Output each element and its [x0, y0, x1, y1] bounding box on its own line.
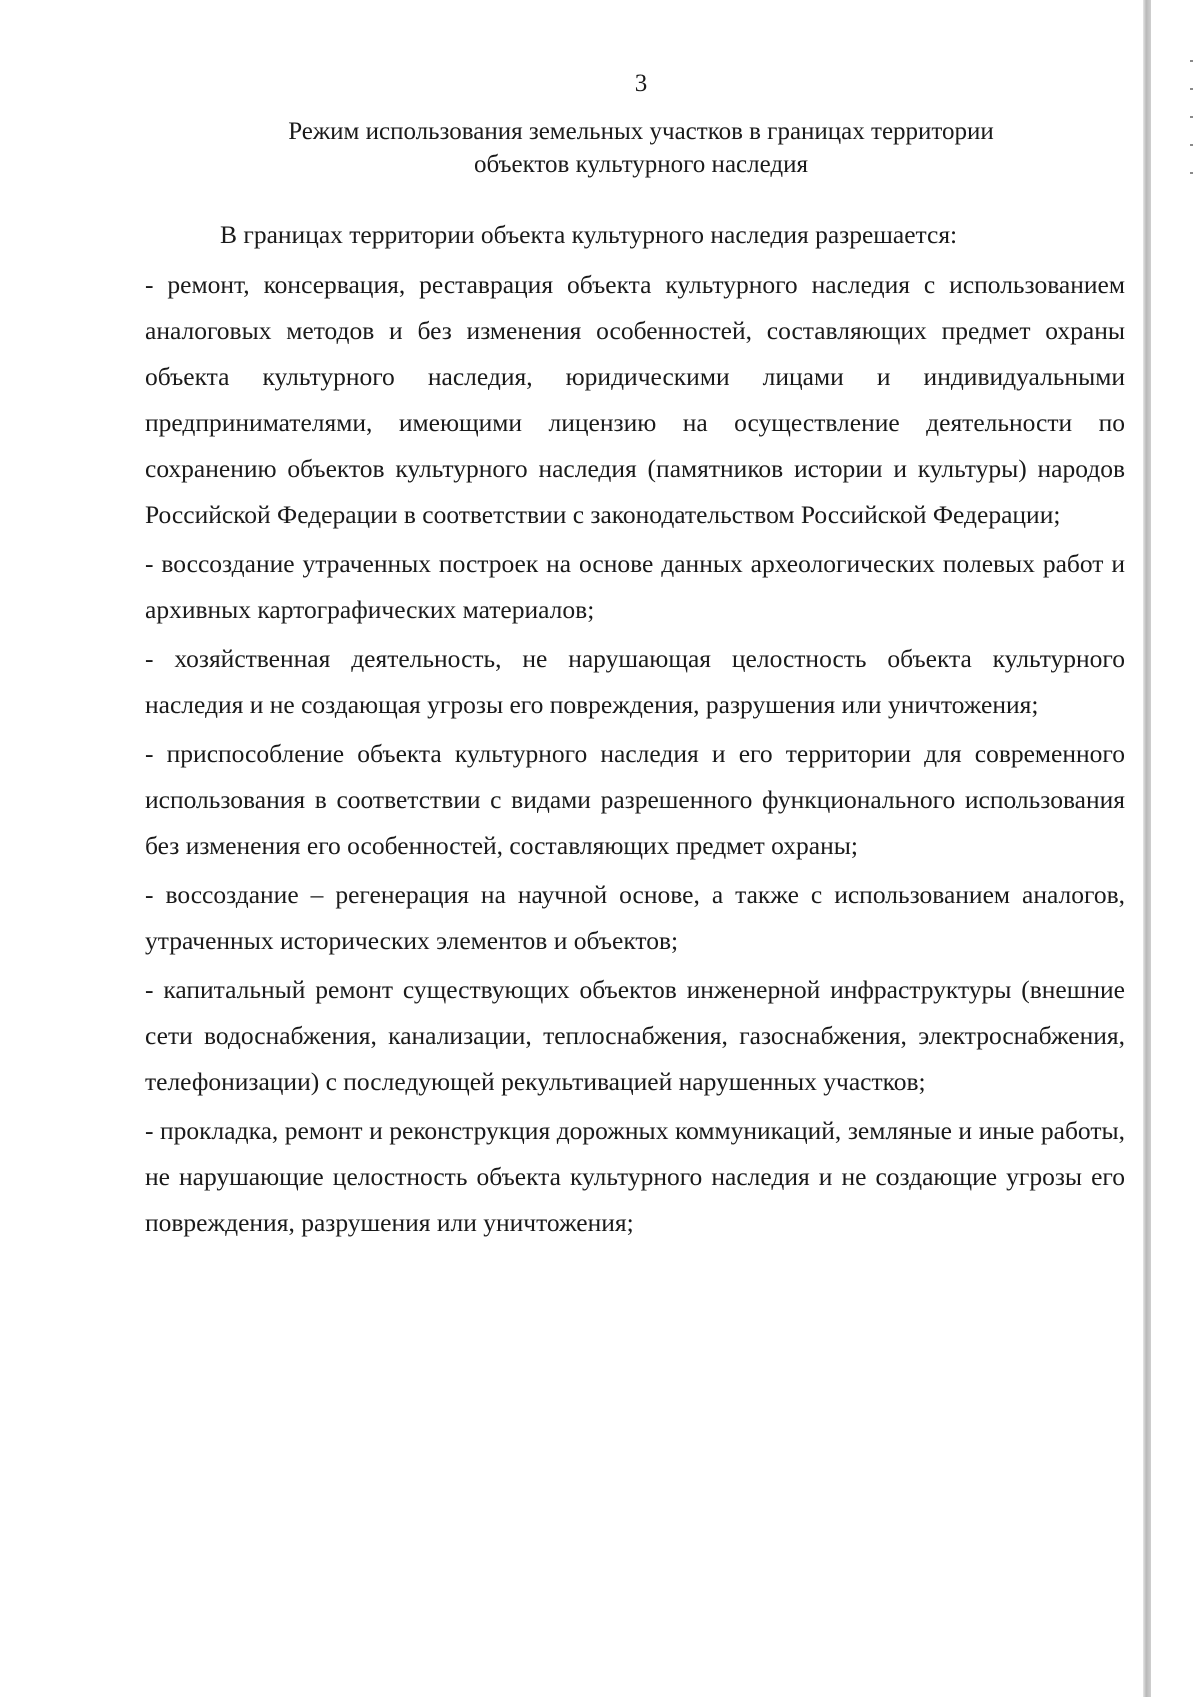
list-item: - капитальный ремонт существующих объектов инженерной инфраструктуры (внешние сети водоснабжения, канализации, теплоснабжения, газоснабжения, электроснабжения, телефонизации) с последующей рекультивацией нарушенных участков; — [145, 975, 1125, 1096]
list-item: - воссоздание – регенерация на научной основе, а также с использованием аналогов, утраченных исторических элементов и объектов; — [145, 880, 1125, 955]
list-item: - прокладка, ремонт и реконструкция дорожных коммуникаций, земляные и иные работы, не нарушающие целостность объекта культурного наследия и не создающие угрозы его повреждения, разрушения или уничтожения; — [145, 1116, 1125, 1237]
page-edge-shadow — [1143, 0, 1151, 1697]
heading-line-1: Режим использования земельных участков в границах территории — [288, 118, 994, 145]
document-body — [145, 212, 1125, 1249]
heading-line-2: объектов культурного наследия — [474, 151, 808, 178]
intro-paragraph: В границах территории объекта культурного наследия разрешается: — [220, 220, 958, 249]
list-item: - воссоздание утраченных построек на основе данных археологических полевых работ и архивных картографических материалов; — [145, 549, 1125, 624]
page-margin — [1151, 0, 1200, 1697]
list-item: - приспособление объекта культурного наследия и его территории для современного использования в соответствии с видами разрешенного функционального использования без изменения его особенностей, составляющих предмет охраны; — [145, 739, 1125, 860]
page-number: 3 — [634, 70, 648, 97]
list-item: - хозяйственная деятельность, не нарушающая целостность объекта культурного наследия и не создающая угрозы его повреждения, разрушения или уничтожения; — [145, 644, 1125, 719]
list-item: - ремонт, консервация, реставрация объекта культурного наследия с использованием аналоговых методов и без изменения особенностей, составляющих предмет охраны объекта культурного наследия, юридическими лицами и индивидуальными предпринимателями, имеющими лицензию на осуществление деятельности по сохранению объектов культурного наследия (памятников истории и культуры) народов Российской Федерации в соответствии с законодательством Российской Федерации; — [145, 270, 1125, 529]
document-heading — [140, 115, 1142, 181]
